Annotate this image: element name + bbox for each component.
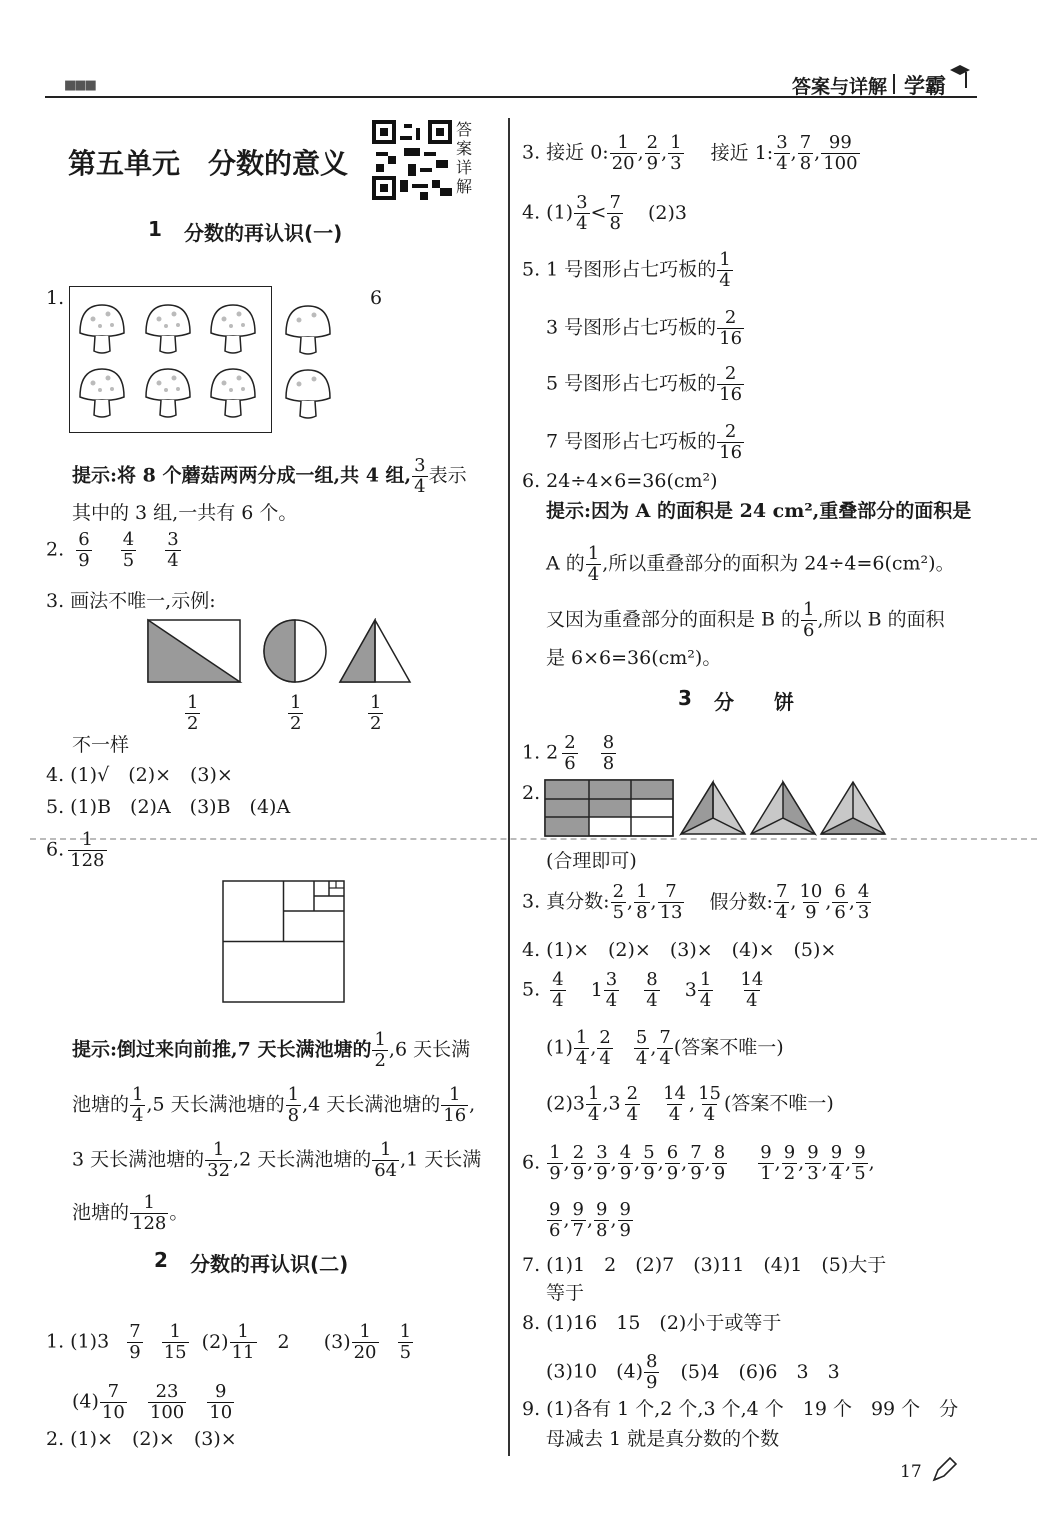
section-1-title: 分数的再认识(一) [184,221,343,245]
s3-q8-line1: 8. (1)16 15 (2)小于或等于 [522,1312,782,1334]
hint-label: 提示:将 8 个蘑菇两两分成一组,共 4 组, [72,464,412,487]
r-q4-row: 4. (1) $\frac{3}{4}$ < $\frac{7}{8}$ (2)3 [522,192,687,234]
q3-fraction-rect: $\frac{1}{2}$ [187,692,199,734]
s3-q7-line1: 7. (1)1 2 (2)7 (3)11 (4)1 (5)大于 [522,1254,887,1276]
s3-q1-row: 1. 2 $\frac{2}{6}$ $\frac{8}{8}$ [522,732,615,774]
pencil-icon [930,1456,958,1488]
section-3-number: 3 [678,686,692,710]
r-q6-hint2: A 的 $\frac{1}{4}$ ,所以重叠部分的面积为 24÷4=6(cm²)。 [546,543,955,585]
s3-q2-number: 2. [522,782,541,804]
s3-q5-line1: 5. $\frac{4}{4}$ 1 $\frac{3}{4}$ $\frac{8}{4}$ 3 $\frac{1}{4}$ $\frac{14}{4}$ [522,969,764,1011]
s2-q2-row: 2. (1)× (2)× (3)× [46,1428,237,1450]
r-q3-row: 3. 接近 0: $\frac{1}{20}$ , $\frac{2}{9}$ , $\frac{1}{3}$ 接近 1: $\frac{3}{4}$ , $\frac{7}{8}$ , $\frac{99}{100}$ [522,132,858,174]
r-q6-hint4: 是 6×6=36(cm²)。 [546,647,722,669]
header-divider [893,74,895,94]
q2-row: 2. $\frac{6}{9}$ $\frac{4}{5}$ $\frac{3}{4}$ [46,529,179,571]
s3-q6-line1: 6. $\frac{1}{9}$ , $\frac{2}{9}$ , $\frac{3}{9}$ , $\frac{4}{9}$ , $\frac{5}{9}$ , $\frac{6}{9}$ , $\frac{7}{9}$ , $\frac{8}{9}$ $\frac{9}{1}$ , $\frac{9}{2}$ , $\frac{9}{3}$ , $\frac{9}{4}$ , $\frac{9}{5}$ , [522,1142,875,1184]
q6-hint-line4: 池塘的 $\frac{1}{128}$ 。 [72,1192,189,1234]
fraction: $\frac{3}{4}$ [414,455,426,497]
r-q5-line3: 5 号图形占七巧板的 $\frac{2}{16}$ [546,363,743,405]
q3-shapes [145,618,425,692]
q1-number: 1. [46,287,65,309]
r-q6-row: 6. 24÷4×6=36(cm²) [522,470,718,492]
s3-q2-figure [543,778,888,842]
fraction: $\frac{4}{5}$ [122,529,135,571]
q6-hint-line3: 3 天长满池塘的 $\frac{1}{32}$ ,2 天长满池塘的 $\frac{1}{64}$ ,1 天长满 [72,1139,482,1181]
column-divider [508,118,510,1456]
s3-q3-row: 3. 真分数: $\frac{2}{5}$ , $\frac{1}{8}$ , $\frac{7}{13}$ 假分数: $\frac{7}{4}$ , $\frac{10}{9}$ , $\frac{6}{6}$ , $\frac{4}{3}$ [522,881,870,923]
section-3-title: 分 饼 [714,690,794,714]
s3-q9-line2: 母减去 1 就是真分数的个数 [546,1428,780,1450]
section-2-title: 分数的再认识(二) [190,1252,349,1276]
s2-q1-line2: (4) $\frac{7}{10}$ $\frac{23}{100}$ $\frac{9}{10}$ [72,1381,233,1423]
s3-q6-line2: $\frac{9}{6}$ , $\frac{9}{7}$ , $\frac{9}{8}$ , $\frac{9}{9}$ [549,1199,631,1241]
r-q5-line4: 7 号图形占七巧板的 $\frac{2}{16}$ [546,421,743,463]
q6-hint-line2: 池塘的 $\frac{1}{4}$ ,5 天长满池塘的 $\frac{1}{8}$ ,4 天长满池塘的 $\frac{1}{16}$ , [72,1084,476,1126]
s2-q1-line1: 1. (1)3 $\frac{7}{9}$ $\frac{1}{15}$ (2) $\frac{1}{11}$ 2 (3) $\frac{1}{20}$ $\frac{1}{5}$ [46,1321,412,1363]
q3-note: 不一样 [72,734,130,756]
fraction: $\frac{1}{128}$ [70,829,105,871]
header-logo-left: ■■■ [64,78,95,93]
q3-text: 3. 画法不唯一,示例: [46,590,216,612]
q5-row: 5. (1)B (2)A (3)B (4)A [46,796,291,818]
s3-q5-line2: (1) $\frac{1}{4}$ , $\frac{2}{4}$ $\frac{5}{4}$ , $\frac{7}{4}$ (答案不唯一) [546,1027,784,1069]
r-q6-hint1: 提示:因为 A 的面积是 24 cm²,重叠部分的面积是 [546,500,972,522]
q1-answer: 6 [370,287,383,309]
r-q5-line2: 3 号图形占七巧板的 $\frac{2}{16}$ [546,307,743,349]
q6-hint-line1: 提示:倒过来向前推,7 天长满池塘的 $\frac{1}{2}$ ,6 天长满 [72,1029,471,1071]
header-brand: 学霸 [904,74,946,98]
s3-q2-note: (合理即可) [546,850,637,872]
unit-title: 第五单元 分数的意义 [68,147,349,180]
section-2-number: 2 [154,1248,168,1272]
pond-square-figure [222,880,346,1008]
s3-q4-row: 4. (1)× (2)× (3)× (4)× (5)× [522,939,837,961]
q3-fraction-circle: $\frac{1}{2}$ [290,692,302,734]
qr-caption: 答案详解 [456,120,473,196]
fraction: $\frac{6}{9}$ [78,529,90,571]
qr-code[interactable] [372,120,452,200]
s3-q9-line1: 9. (1)各有 1 个,2 个,3 个,4 个 19 个 99 个 分 [522,1398,959,1420]
page-number: 17 [900,1462,922,1482]
mushroom-figure [69,286,272,433]
r-q6-hint3: 又因为重叠部分的面积是 B 的 $\frac{1}{6}$ ,所以 B 的面积 [546,599,945,641]
s3-q7-line2: 等于 [546,1282,585,1304]
header-rule [45,96,977,98]
r-q5-line1: 5. 1 号图形占七巧板的 $\frac{1}{4}$ [522,249,731,291]
s3-q5-line3: (2)3 $\frac{1}{4}$ ,3 $\frac{2}{4}$ $\frac{14}{4}$ , $\frac{15}{4}$ (答案不唯一) [546,1083,834,1125]
q6-row: 6. $\frac{1}{128}$ [46,829,105,871]
header-cap-icon [948,62,972,96]
s3-q8-line2: (3)10 (4) $\frac{8}{9}$ (5)4 (6)6 3 3 [546,1351,840,1393]
q1-hint-line1: 提示:将 8 个蘑菇两两分成一组,共 4 组, $\frac{3}{4}$ 表示 [72,455,467,497]
q1-hint-line2: 其中的 3 组,一共有 6 个。 [72,502,298,524]
mushroom-outside-top [280,300,336,360]
header-title: 答案与详解 [792,76,888,98]
q4-row: 4. (1)√ (2)× (3)× [46,764,233,786]
q3-fraction-triangle: $\frac{1}{2}$ [370,692,382,734]
section-1-number: 1 [148,217,162,241]
mushroom-outside-bottom [280,364,336,424]
fraction: $\frac{3}{4}$ [167,529,179,571]
